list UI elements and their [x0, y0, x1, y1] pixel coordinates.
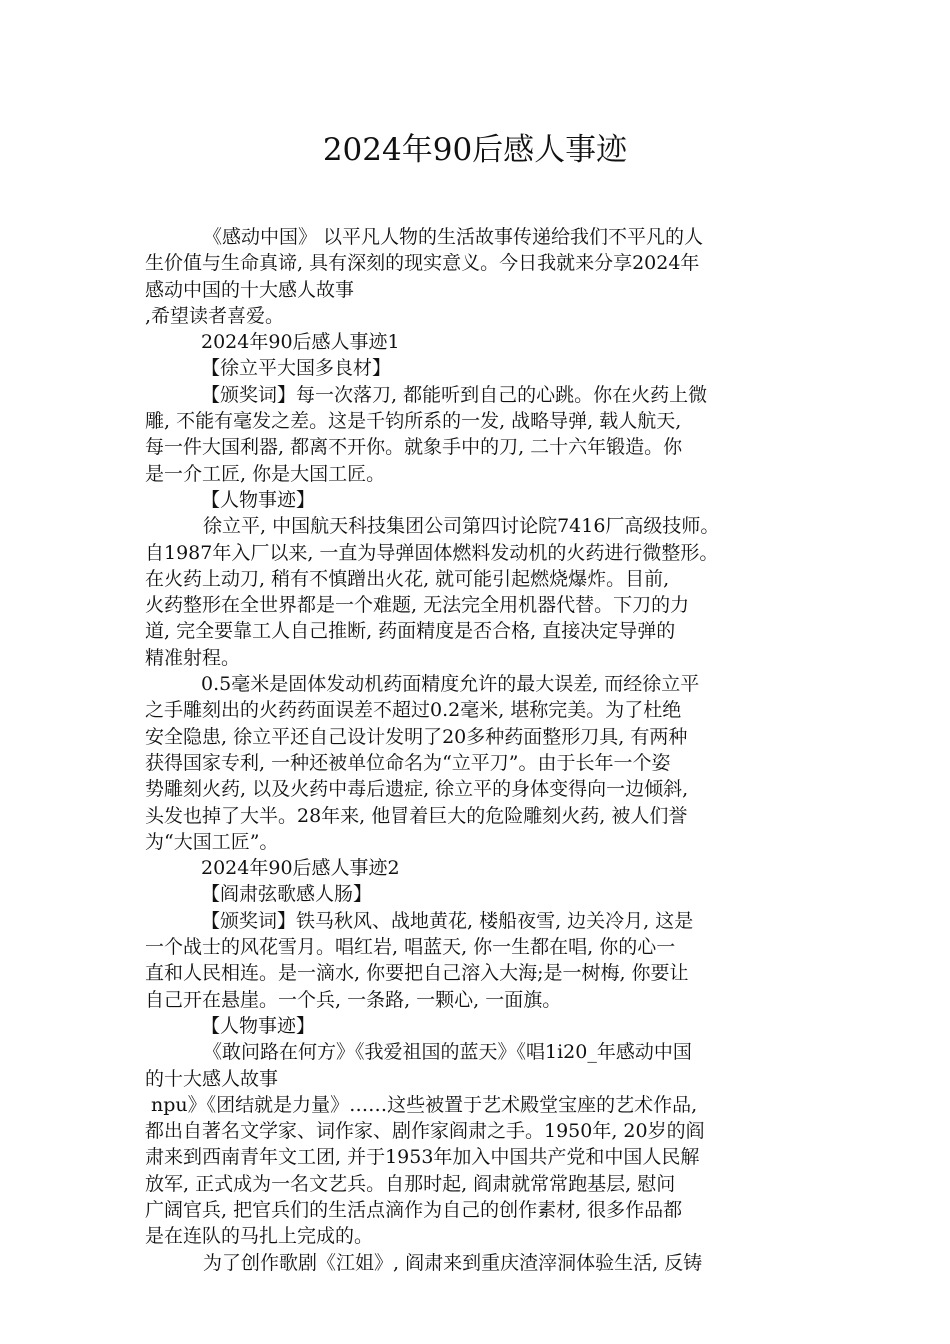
text-line: 安全隐患, 徐立平还自己设计发明了20多种药面整形刀具, 有两种: [145, 725, 688, 748]
text-line: 《感动中国》 以平凡人物的生活故事传递给我们不平凡的人: [203, 226, 704, 248]
text-line: 为“大国工匠”。: [145, 830, 279, 853]
text-line: 精准射程。: [145, 646, 241, 669]
text-line: 2024年90后感人事迹1: [201, 331, 400, 354]
text-line: 徐立平, 中国航天科技集团公司第四讨论院7416厂高级技师。: [203, 515, 720, 538]
text-line: ,希望读者喜爱。: [145, 304, 285, 327]
text-line: 【人物事迹】: [201, 488, 316, 511]
body-text: [145, 224, 830, 1276]
text-line: 广阔官兵, 把官兵们的生活点滴作为自己的创作素材, 很多作品都: [145, 1198, 683, 1221]
text-line: 的十大感人故事: [145, 1067, 279, 1090]
text-line: 放军, 正式成为一名文艺兵。自那时起, 阎肃就常常跑基层, 慰问: [145, 1172, 676, 1195]
text-line: 为了创作歌剧《江姐》, 阎肃来到重庆渣滓洞体验生活, 反铸: [203, 1251, 703, 1274]
text-line: 势雕刻火药, 以及火药中毒后遗症, 徐立平的身体变得向一边倾斜,: [145, 778, 689, 801]
text-line: 之手雕刻出的火药药面误差不超过0.2毫米, 堪称完美。为了杜绝: [145, 699, 682, 722]
text-line: 感动中国的十大感人故事: [145, 278, 355, 301]
text-line: 每一件大国利器, 都离不开你。就象手中的刀, 二十六年锻造。你: [145, 436, 683, 459]
text-line: 【徐立平大国多良材】: [201, 357, 392, 380]
text-line: 《敢问路在何方》《我爱祖国的蓝天》《唱1i20_年感动中国: [203, 1041, 692, 1064]
text-line: 直和人民相连。是一滴水, 你要把自己溶入大海;是一树梅, 你要让: [145, 962, 689, 985]
text-line: 肃来到西南青年文工团, 并于1953年加入中国共产党和中国人民解: [145, 1146, 700, 1169]
text-line: npu》《团结就是力量》……这些被置于艺术殿堂宝座的艺术作品,: [151, 1093, 698, 1116]
text-line: 头发也掉了大半。28年来, 他冒着巨大的危险雕刻火药, 被人们誉: [145, 804, 688, 827]
text-line: 生价值与生命真谛, 具有深刻的现实意义。今日我就来分享2024年: [145, 252, 700, 275]
text-line: 0.5毫米是固体发动机药面精度允许的最大误差, 而经徐立平: [201, 673, 700, 696]
text-line: 一个战士的风花雪月。唱红岩, 唱蓝天, 你一生都在唱, 你的心一: [145, 936, 676, 959]
text-line: 雕, 不能有毫发之差。这是千钧所系的一发, 战略导弹, 载人航天,: [145, 410, 682, 433]
text-line: 【颁奖词】铁马秋风、战地黄花, 楼船夜雪, 边关冷月, 这是: [201, 909, 694, 932]
text-line: 获得国家专利, 一种还被单位命名为“立平刀”。由于长年一个姿: [145, 751, 671, 774]
text-line: 自己开在悬崖。一个兵, 一条路, 一颗心, 一面旗。: [145, 988, 562, 1011]
text-line: 【颁奖词】每一次落刀, 都能听到自己的心跳。你在火药上微: [201, 383, 708, 406]
text-line: 道, 完全要靠工人自己推断, 药面精度是否合格, 直接决定导弹的: [145, 620, 676, 643]
text-line: 都出自著名文学家、词作家、剧作家阎肃之手。1950年, 20岁的阎: [145, 1120, 705, 1143]
text-line: 【人物事迹】: [201, 1014, 316, 1037]
text-line: 火药整形在全世界都是一个难题, 无法完全用机器代替。下刀的力: [145, 594, 690, 617]
text-line: 在火药上动刀, 稍有不慎蹭出火花, 就可能引起燃烧爆炸。目前,: [145, 567, 670, 590]
page-title: 2024年90后感人事迹: [322, 132, 628, 168]
text-line: 【阎肃弦歌感人肠】: [201, 883, 373, 906]
text-line: 自1987年入厂以来, 一直为导弹固体燃料发动机的火药进行微整形。: [145, 541, 719, 564]
text-line: 是一介工匠, 你是大国工匠。: [145, 462, 386, 485]
text-line: 2024年90后感人事迹2: [201, 857, 400, 880]
text-line: 是在连队的马扎上完成的。: [145, 1225, 374, 1248]
